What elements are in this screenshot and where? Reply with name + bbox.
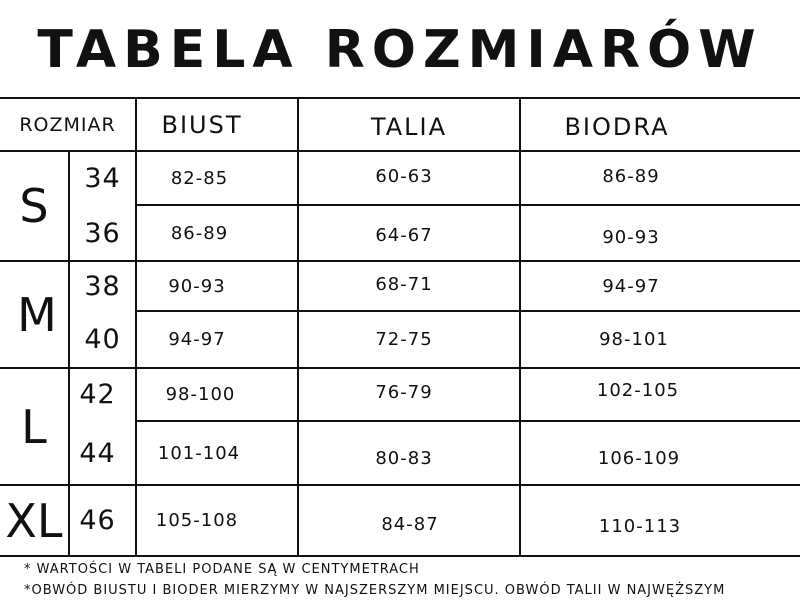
biust-value: 94-97 — [168, 329, 226, 350]
biodra-value: 90-93 — [602, 226, 660, 248]
eu-size: 36 — [84, 217, 121, 249]
size-letter-s: S — [19, 179, 49, 233]
footnote-measuring: *OBWÓD BIUSTU I BIODER MIERZYMY W NAJSZERSZYM MIEJSCU. OBWÓD TALII W NAJWĘŻSZYM — [24, 583, 726, 598]
biodra-value: 98-101 — [599, 329, 669, 350]
header-biust: BIUST — [161, 110, 243, 139]
eu-size: 46 — [79, 505, 116, 536]
header-biodra: BIODRA — [564, 112, 670, 141]
biust-value: 86-89 — [170, 222, 229, 244]
talia-value: 60-63 — [375, 165, 433, 187]
footnote-units: * WARTOŚCI W TABELI PODANE SĄ W CENTYMETRACH — [24, 562, 420, 577]
biust-value: 82-85 — [170, 167, 229, 189]
talia-value: 76-79 — [375, 382, 433, 403]
biodra-value: 110-113 — [598, 516, 682, 537]
talia-value: 68-71 — [375, 273, 433, 295]
biust-value: 105-108 — [155, 510, 239, 531]
talia-value: 64-67 — [375, 224, 433, 246]
talia-value: 80-83 — [375, 447, 433, 469]
biodra-value: 86-89 — [602, 165, 660, 187]
biust-value: 90-93 — [168, 275, 226, 297]
eu-size: 40 — [84, 324, 121, 355]
talia-value: 84-87 — [381, 514, 439, 535]
eu-size: 38 — [84, 270, 121, 302]
biodra-value: 102-105 — [596, 380, 680, 401]
eu-size: 42 — [79, 379, 116, 410]
size-letter-xl: XL — [5, 493, 63, 548]
biust-value: 98-100 — [165, 384, 236, 405]
size-letter-l: L — [21, 399, 47, 454]
biust-value: 101-104 — [157, 442, 241, 464]
header-rozmiar: ROZMIAR — [19, 113, 116, 136]
biodra-value: 94-97 — [602, 275, 660, 297]
talia-value: 72-75 — [375, 329, 433, 350]
header-talia: TALIA — [370, 112, 448, 141]
biodra-value: 106-109 — [597, 447, 681, 469]
size-letter-m: M — [17, 287, 57, 342]
eu-size: 44 — [79, 437, 116, 469]
eu-size: 34 — [84, 162, 121, 194]
page-title: TABELA ROZMIARÓW — [37, 20, 763, 80]
